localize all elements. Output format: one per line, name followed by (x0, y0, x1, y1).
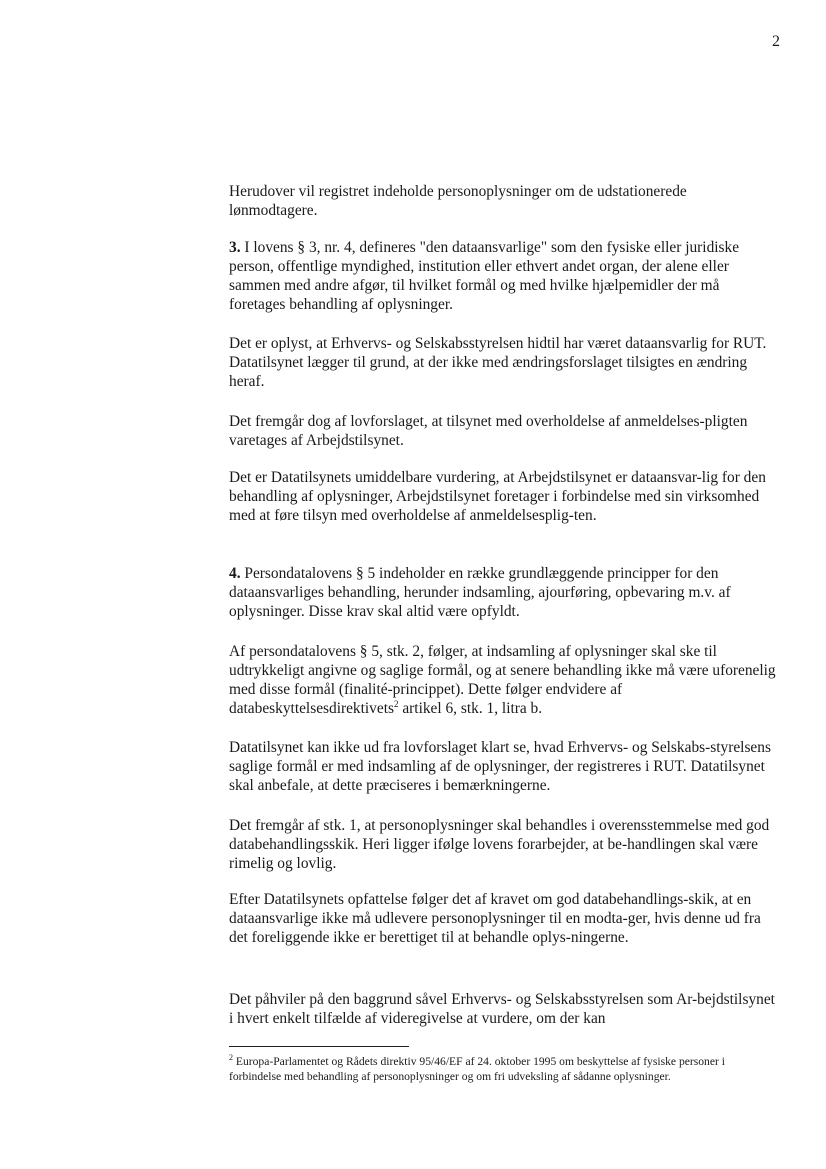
paragraph-7 (229, 642, 777, 718)
paragraph-11 (229, 990, 777, 1028)
paragraph-text: Af persondatalovens § 5, stk. 2, følger, at indsamling af oplysninger skal ske til udtrykkeligt angivne og saglige formål, og at senere behandling ikke må være uforenelig med disse formål (finalité-princippet). Dette følger endvidere af databeskyttelsesdirektivets (229, 643, 776, 717)
footnote-divider (229, 1046, 409, 1047)
paragraph-text: Persondatalovens § 5 indeholder en række grundlæggende principper for den dataansvarliges behandling, herunder indsamling, ajourføring, opbevaring m.v. af oplysninger. Disse krav skal altid være opfyldt. (229, 565, 731, 620)
paragraph-10 (229, 890, 777, 947)
paragraph-1 (229, 182, 777, 220)
footnote (229, 1054, 777, 1084)
paragraph-text: Det fremgår dog af lovforslaget, at tilsynet med overholdelse af anmeldelses-pligten varetages af Arbejdstilsynet. (229, 413, 748, 449)
paragraph-text: Herudover vil registret indeholde personoplysninger om de udstationerede lønmodtagere. (229, 183, 687, 219)
section-number: 4. (229, 565, 241, 582)
paragraph-text: I lovens § 3, nr. 4, defineres "den dataansvarlige" som den fysiske eller juridiske person, offentlige myndighed, institution eller ethvert andet organ, der alene eller sammen med andre afgør, til hvilket formål og med hvilke hjælpemidler der må foretages behandling af oplysninger. (229, 239, 740, 313)
paragraph-3 (229, 334, 777, 391)
footnote-reference: 2 (393, 698, 399, 709)
paragraph-5 (229, 468, 777, 525)
paragraph-2 (229, 238, 777, 314)
page-number: 2 (772, 33, 780, 50)
footnote-text: Europa-Parlamentet og Rådets direktiv 95/46/EF af 24. oktober 1995 om beskyttelse af fysiske personer i forbindelse med behandling af personoplysninger og om fri udveksling af sådanne oplysninger. (229, 1055, 725, 1083)
paragraph-text: Det fremgår af stk. 1, at personoplysninger skal behandles i overensstemmelse med god databehandlingsskik. Heri ligger ifølge lovens forarbejder, at be-handlingen skal være rimelig og lovlig. (229, 817, 770, 872)
paragraph-4 (229, 412, 777, 450)
footnote-number: 2 (229, 1053, 233, 1063)
paragraph-text: Det er oplyst, at Erhvervs- og Selskabsstyrelsen hidtil har været dataansvarlig for RUT. Datatilsynet lægger til grund, at der ikke med ændringsforslaget tilsigtes en ændring heraf. (229, 335, 767, 390)
paragraph-text: Datatilsynet kan ikke ud fra lovforslaget klart se, hvad Erhvervs- og Selskabs-styrelsens saglige formål er med indsamling af de oplysninger, der registreres i RUT. Datatilsynet skal anbefale, at dette præciseres i bemærkningerne. (229, 739, 771, 794)
paragraph-6 (229, 564, 777, 621)
paragraph-9 (229, 816, 777, 873)
section-number: 3. (229, 239, 241, 256)
paragraph-text-continued: artikel 6, stk. 1, litra b. (398, 700, 543, 717)
paragraph-text: Efter Datatilsynets opfattelse følger det af kravet om god databehandlings-skik, at en dataansvarlige ikke må udlevere personoplysninger til en modta-ger, hvis denne ud fra det foreliggende ikke er berettiget til at behandle oplys-ningerne. (229, 891, 761, 946)
paragraph-text: Det er Datatilsynets umiddelbare vurdering, at Arbejdstilsynet er dataansvar-lig for den behandling af oplysninger, Arbejdstilsynet foretager i forbindelse med sin virksomhed med at føre tilsyn med overholdelse af anmeldelsesplig-ten. (229, 469, 766, 524)
paragraph-text: Det påhviler på den baggrund såvel Erhvervs- og Selskabsstyrelsen som Ar-bejdstilsynet i hvert enkelt tilfælde af videregivelse at vurdere, om der kan (229, 991, 775, 1027)
paragraph-8 (229, 738, 777, 795)
